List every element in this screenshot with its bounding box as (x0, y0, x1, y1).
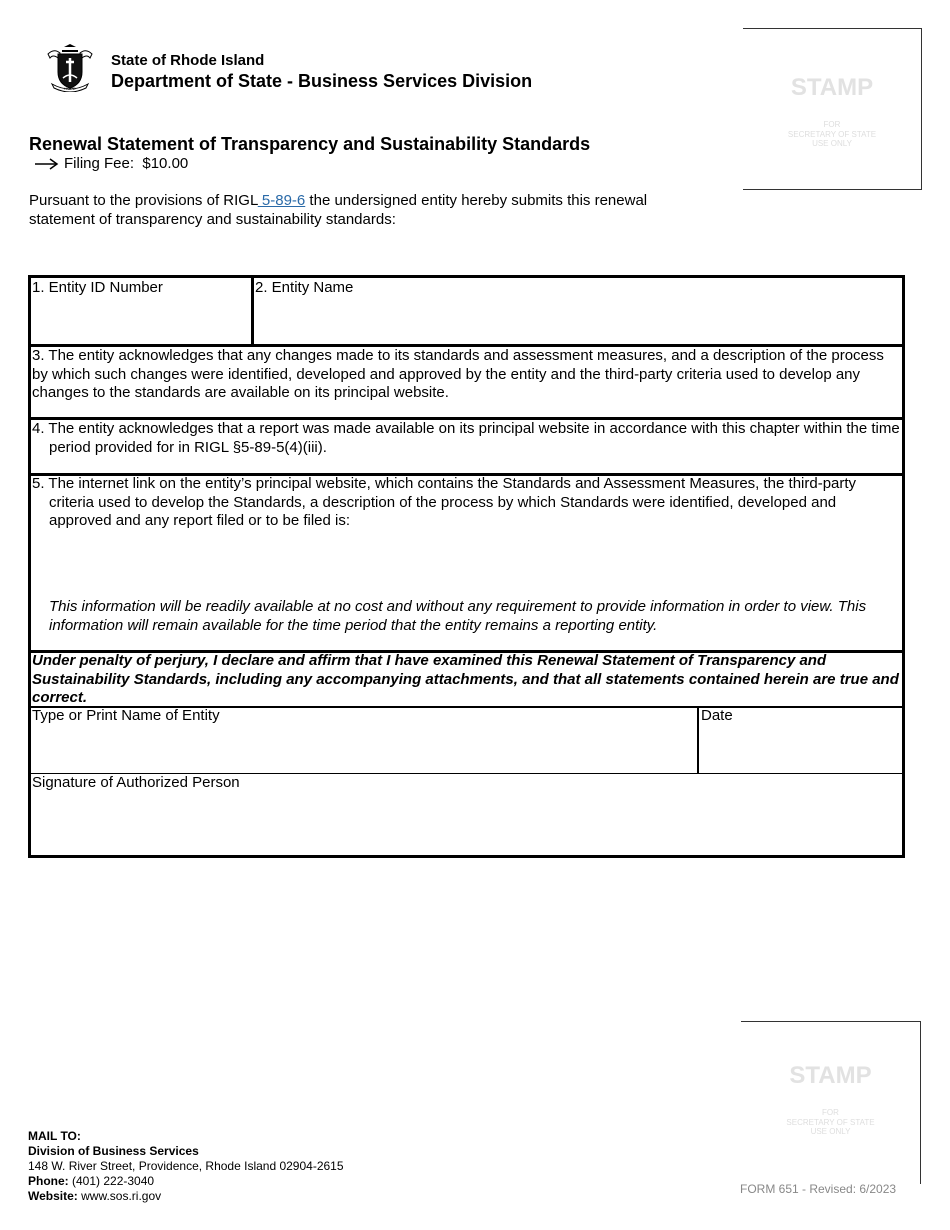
date-label: Date (701, 707, 733, 724)
website-line: Website: www.sos.ri.gov (28, 1189, 162, 1203)
mail-to-block (28, 1129, 344, 1204)
stamp-subtext: FOR SECRETARY OF STATE USE ONLY (787, 120, 877, 148)
stamp-box-bottom (741, 1021, 921, 1184)
rigl-link[interactable]: 5-89-6 (257, 192, 306, 209)
filing-fee-value: $10.00 (142, 155, 189, 172)
filing-fee-label: Filing Fee: (64, 155, 135, 172)
entity-name-label: 2. Entity Name (255, 279, 354, 296)
stamp-word: STAMP (789, 1062, 872, 1089)
print-name-label: Type or Print Name of Entity (32, 707, 220, 724)
stamp-box-top (743, 28, 922, 190)
form-title: Renewal Statement of Transparency and Sustainability Standards (29, 134, 591, 154)
perjury-statement: Under penalty of perjury, I declare and affirm that I have examined this Renewal Statement of Transparency and Sustainability Standards, including any accompanying attachments, and that all statements contained herein are true and correct. (32, 652, 899, 706)
form-table (28, 275, 905, 858)
state-name: State of Rhode Island (111, 52, 265, 69)
mail-to-label: MAIL TO: (28, 1129, 81, 1143)
item-5-text: 5. The internet link on the entity’s principal website, which contains the Standards and Assessment Measures, the third-party criteria used to develop the Standards, a description of the process by which Standards were identified, developed and approved and any report filed or to be filed is: (32, 475, 857, 529)
item-3-text: 3. The entity acknowledges that any changes made to its standards and assessment measures, and a description of the process by which such changes were identified, developed and approved by the entity and the third-party criteria used to develop any changes to the standards are available on its principal website. (32, 347, 884, 401)
print-name-field[interactable] (31, 726, 695, 772)
signature-field[interactable] (31, 793, 902, 855)
date-field[interactable] (700, 726, 900, 772)
division-name: Division of Business Services (28, 1144, 199, 1158)
entity-name-field[interactable] (254, 298, 902, 344)
stamp-subtext: FOR SECRETARY OF STATE USE ONLY (786, 1108, 875, 1136)
phone-line: Phone: (401) 222-3040 (28, 1174, 155, 1188)
intro-paragraph: Pursuant to the provisions of RIGL 5-89-6 the undersigned entity hereby submits this renewal statement of transparency and sustainability standards: (29, 192, 648, 228)
form-number: FORM 651 - Revised: 6/2023 (740, 1182, 897, 1196)
arrow-right-icon (34, 157, 60, 171)
signature-label: Signature of Authorized Person (32, 774, 240, 791)
item-5-note: This information will be readily available at no cost and without any requirement to provide information in order to view. This information will remain available for the time period that the entity remains a reporting entity. (49, 598, 867, 634)
item-4-text: 4. The entity acknowledges that a report was made available on its principal website in accordance with this chapter within the time period provided for in RIGL §5-89-5(4)(iii). (32, 420, 900, 456)
filing-fee (34, 155, 188, 172)
mailing-address: 148 W. River Street, Providence, Rhode Island 02904-2615 (28, 1159, 344, 1173)
department-name: Department of State - Business Services Division (111, 71, 533, 91)
entity-id-label: 1. Entity ID Number (32, 279, 163, 296)
website-link-field[interactable] (49, 534, 897, 594)
entity-id-field[interactable] (31, 298, 251, 344)
svg-text:HOPE: HOPE (64, 86, 76, 91)
stamp-word: STAMP (790, 74, 874, 101)
rhode-island-seal-icon (44, 44, 96, 92)
